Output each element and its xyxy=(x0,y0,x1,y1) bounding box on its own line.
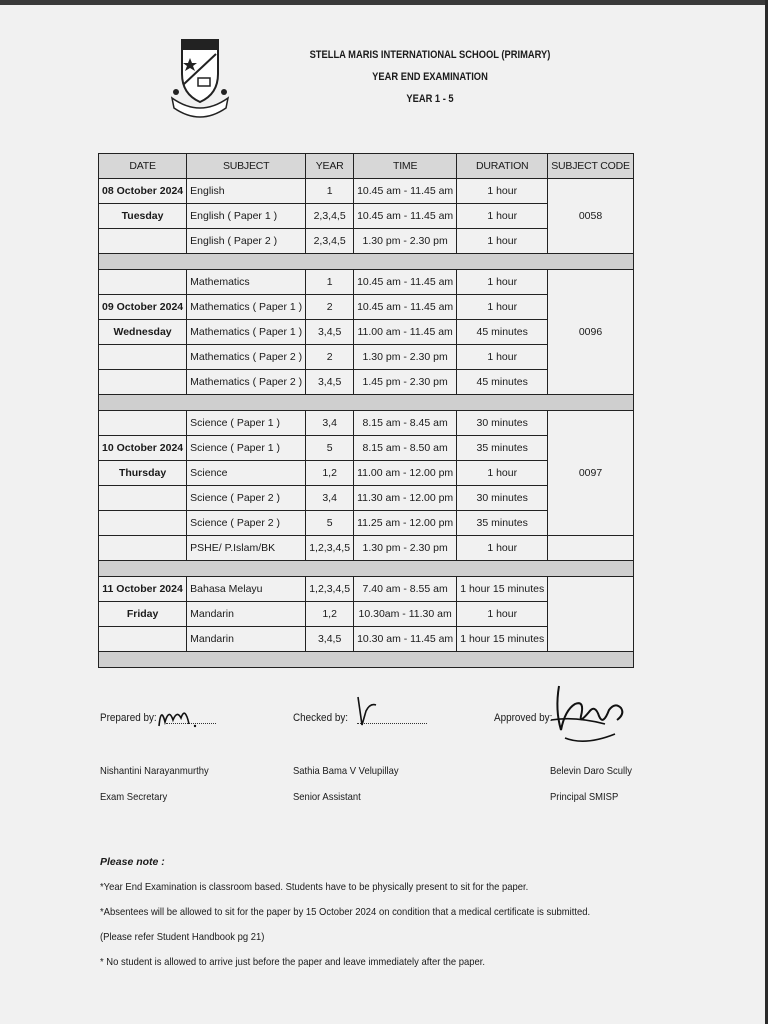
checked-name: Sathia Bama V Velupillay xyxy=(293,765,399,777)
empty-code-cell xyxy=(548,536,634,561)
year-range: YEAR 1 - 5 xyxy=(406,93,454,105)
note-line: *Year End Examination is classroom based. Students have to be physically present to sit for the paper. xyxy=(100,881,529,893)
subject-cell: Mathematics ( Paper 2 ) xyxy=(187,345,306,370)
approved-by-label: Approved by: xyxy=(494,712,553,724)
exam-day: Tuesday xyxy=(99,204,187,229)
year-cell: 5 xyxy=(306,436,354,461)
school-name: STELLA MARIS INTERNATIONAL SCHOOL (PRIMARY) xyxy=(309,49,551,61)
duration-cell: 1 hour xyxy=(457,345,548,370)
empty-date-cell xyxy=(99,627,187,652)
table-row xyxy=(99,577,634,602)
approved-name: Belevin Daro Scully xyxy=(550,765,632,777)
year-cell: 1,2 xyxy=(306,461,354,486)
separator-cell xyxy=(99,561,634,577)
exam-timetable xyxy=(98,153,634,668)
empty-date-cell xyxy=(99,345,187,370)
exam-date: 09 October 2024 xyxy=(99,295,187,320)
subject-code-cell: 0058 xyxy=(548,179,634,254)
empty-date-cell xyxy=(99,486,187,511)
document-header xyxy=(170,36,630,126)
time-cell: 10.30am - 11.30 am xyxy=(354,602,457,627)
approved-by-block xyxy=(550,758,641,810)
prepared-by-label: Prepared by: xyxy=(100,712,157,724)
duration-cell: 1 hour xyxy=(457,295,548,320)
year-cell: 3,4 xyxy=(306,411,354,436)
year-cell: 5 xyxy=(306,511,354,536)
year-cell: 1,2,3,4,5 xyxy=(306,536,354,561)
table-row xyxy=(99,536,634,561)
table-row xyxy=(99,270,634,295)
checked-by-label: Checked by: xyxy=(293,712,349,724)
duration-cell: 30 minutes xyxy=(457,411,548,436)
time-cell: 11.25 am - 12.00 pm xyxy=(354,511,457,536)
exam-date: 11 October 2024 xyxy=(99,577,187,602)
duration-cell: 35 minutes xyxy=(457,511,548,536)
exam-title: YEAR END EXAMINATION xyxy=(372,71,488,83)
time-cell: 11.00 am - 12.00 pm xyxy=(354,461,457,486)
checked-signature-icon xyxy=(352,693,382,733)
prepared-role: Exam Secretary xyxy=(100,791,168,803)
header-date: DATE xyxy=(99,154,187,179)
separator-cell xyxy=(99,254,634,270)
notes-section xyxy=(100,850,640,975)
subject-code-cell xyxy=(548,577,634,652)
table-row xyxy=(99,179,634,204)
duration-cell: 35 minutes xyxy=(457,436,548,461)
duration-cell: 1 hour 15 minutes xyxy=(457,577,548,602)
separator-row xyxy=(99,652,634,668)
note-line: (Please refer Student Handbook pg 21) xyxy=(100,931,265,943)
exam-day: Friday xyxy=(99,602,187,627)
time-cell: 10.45 am - 11.45 am xyxy=(354,179,457,204)
exam-date: 10 October 2024 xyxy=(99,436,187,461)
year-cell: 2,3,4,5 xyxy=(306,204,354,229)
header-time: TIME xyxy=(354,154,457,179)
time-cell: 10.30 am - 11.45 am xyxy=(354,627,457,652)
year-cell: 3,4 xyxy=(306,486,354,511)
year-cell: 3,4,5 xyxy=(306,320,354,345)
subject-cell: Mandarin xyxy=(187,602,306,627)
prepared-name: Nishantini Narayanmurthy xyxy=(100,765,209,777)
prepared-signature-icon xyxy=(155,698,200,738)
subject-cell: English ( Paper 2 ) xyxy=(187,229,306,254)
year-cell: 1 xyxy=(306,270,354,295)
exam-day: Wednesday xyxy=(99,320,187,345)
subject-cell: Science ( Paper 2 ) xyxy=(187,511,306,536)
subject-code-cell: 0097 xyxy=(548,411,634,536)
subject-cell: Mathematics xyxy=(187,270,306,295)
prepared-by-block xyxy=(100,758,221,810)
scan-top-edge xyxy=(0,0,768,5)
subject-cell: English xyxy=(187,179,306,204)
duration-cell: 1 hour xyxy=(457,602,548,627)
year-cell: 1 xyxy=(306,179,354,204)
notes-title: Please note : xyxy=(100,856,165,868)
empty-date-cell xyxy=(99,511,187,536)
year-cell: 2 xyxy=(306,295,354,320)
duration-cell: 1 hour xyxy=(457,204,548,229)
approved-signature-icon xyxy=(545,680,633,752)
empty-date-cell xyxy=(99,411,187,436)
time-cell: 10.45 am - 11.45 am xyxy=(354,204,457,229)
duration-cell: 45 minutes xyxy=(457,370,548,395)
separator-row xyxy=(99,254,634,270)
time-cell: 10.45 am - 11.45 am xyxy=(354,295,457,320)
duration-cell: 45 minutes xyxy=(457,320,548,345)
empty-date-cell xyxy=(99,229,187,254)
subject-cell: Mandarin xyxy=(187,627,306,652)
subject-code-cell: 0096 xyxy=(548,270,634,395)
time-cell: 10.45 am - 11.45 am xyxy=(354,270,457,295)
exam-date: 08 October 2024 xyxy=(99,179,187,204)
table-header-row xyxy=(99,154,634,179)
note-line: *Absentees will be allowed to sit for the paper by 15 October 2024 on condition that a medical certificate is submitted. xyxy=(100,906,591,918)
checked-by-block xyxy=(293,758,410,810)
header-duration: DURATION xyxy=(457,154,548,179)
approved-role: Principal SMISP xyxy=(550,791,619,803)
duration-cell: 1 hour xyxy=(457,229,548,254)
time-cell: 7.40 am - 8.55 am xyxy=(354,577,457,602)
time-cell: 11.30 am - 12.00 pm xyxy=(354,486,457,511)
empty-date-cell xyxy=(99,270,187,295)
time-cell: 1.30 pm - 2.30 pm xyxy=(354,345,457,370)
duration-cell: 1 hour xyxy=(457,270,548,295)
time-cell: 8.15 am - 8.45 am xyxy=(354,411,457,436)
duration-cell: 1 hour xyxy=(457,461,548,486)
header-year: YEAR xyxy=(306,154,354,179)
year-cell: 2,3,4,5 xyxy=(306,229,354,254)
header-subject-code: SUBJECT CODE xyxy=(548,154,634,179)
duration-cell: 1 hour xyxy=(457,536,548,561)
separator-row xyxy=(99,395,634,411)
time-cell: 1.30 pm - 2.30 pm xyxy=(354,229,457,254)
school-crest-icon xyxy=(170,36,230,120)
table-row xyxy=(99,411,634,436)
duration-cell: 30 minutes xyxy=(457,486,548,511)
time-cell: 11.00 am - 11.45 am xyxy=(354,320,457,345)
subject-cell: Mathematics ( Paper 1 ) xyxy=(187,320,306,345)
subject-cell: Science ( Paper 1 ) xyxy=(187,411,306,436)
time-cell: 1.30 pm - 2.30 pm xyxy=(354,536,457,561)
duration-cell: 1 hour xyxy=(457,179,548,204)
year-cell: 1,2,3,4,5 xyxy=(306,577,354,602)
subject-cell: Mathematics ( Paper 1 ) xyxy=(187,295,306,320)
separator-cell xyxy=(99,652,634,668)
duration-cell: 1 hour 15 minutes xyxy=(457,627,548,652)
year-cell: 3,4,5 xyxy=(306,627,354,652)
subject-cell: Science xyxy=(187,461,306,486)
subject-cell: Science ( Paper 2 ) xyxy=(187,486,306,511)
subject-cell: English ( Paper 1 ) xyxy=(187,204,306,229)
year-cell: 2 xyxy=(306,345,354,370)
subject-cell: Mathematics ( Paper 2 ) xyxy=(187,370,306,395)
checked-role: Senior Assistant xyxy=(293,791,361,803)
separator-cell xyxy=(99,395,634,411)
year-cell: 3,4,5 xyxy=(306,370,354,395)
empty-date-cell xyxy=(99,536,187,561)
subject-cell: Bahasa Melayu xyxy=(187,577,306,602)
separator-row xyxy=(99,561,634,577)
note-line: * No student is allowed to arrive just before the paper and leave immediately after the paper. xyxy=(100,956,486,968)
time-cell: 8.15 am - 8.50 am xyxy=(354,436,457,461)
year-cell: 1,2 xyxy=(306,602,354,627)
subject-cell: Science ( Paper 1 ) xyxy=(187,436,306,461)
header-subject: SUBJECT xyxy=(187,154,306,179)
subject-cell: PSHE/ P.Islam/BK xyxy=(187,536,306,561)
empty-date-cell xyxy=(99,370,187,395)
time-cell: 1.45 pm - 2.30 pm xyxy=(354,370,457,395)
exam-day: Thursday xyxy=(99,461,187,486)
